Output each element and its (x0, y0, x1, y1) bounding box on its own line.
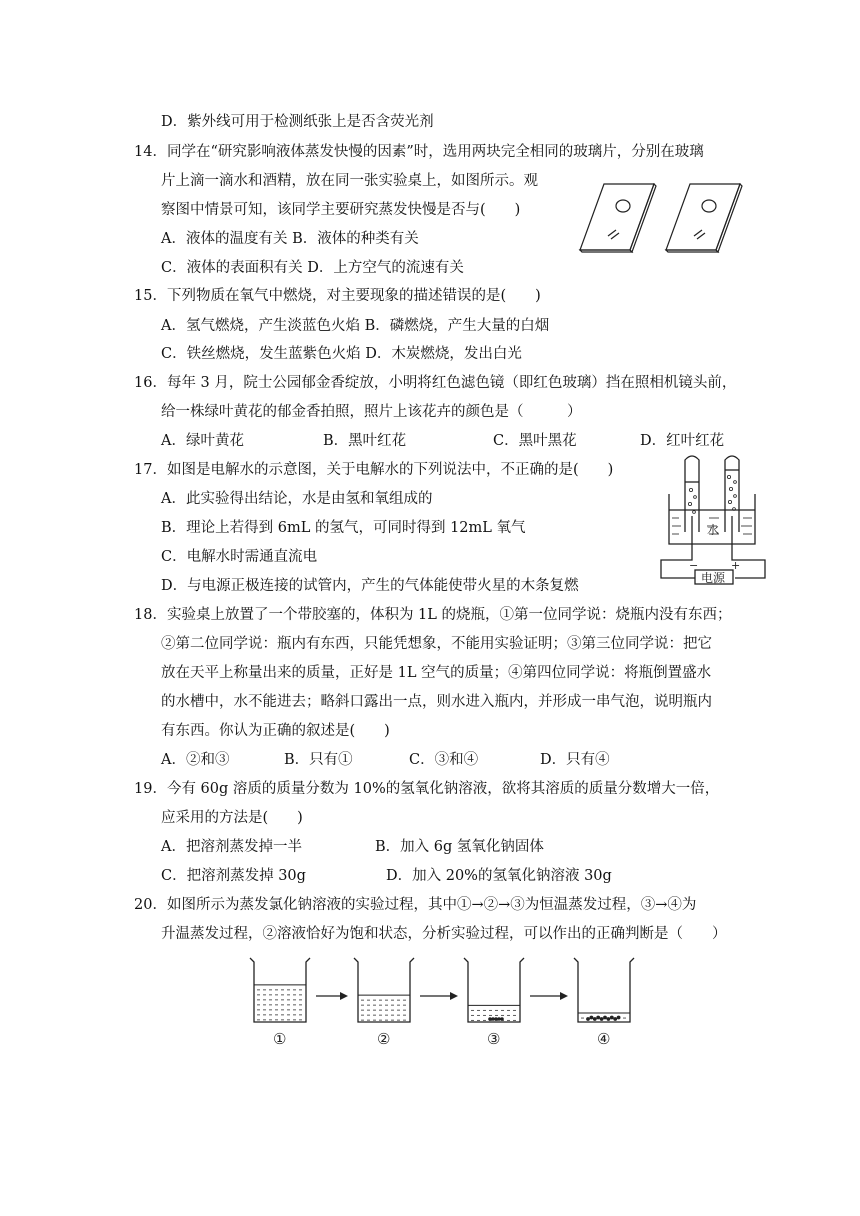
process-arrow-2 (420, 992, 458, 1000)
q18-stem-line4: 的水槽中，水不能进去；略斜口露出一点，则水进入瓶内，并形成一串气泡，说明瓶内 (161, 694, 712, 710)
electrolysis-figure (655, 452, 770, 584)
beaker-3 (464, 958, 524, 1048)
q19-stem-line1: 19．今有 60g 溶质的质量分数为 10%的氢氧化钠溶液，欲将其溶质的质量分数增大一倍， (134, 781, 720, 797)
q20-stem-line1: 20．如图所示为蒸发氯化钠溶液的实验过程，其中①→②→③为恒温蒸发过程，③→④为 (134, 897, 697, 913)
q15-stem: 15．下列物质在氧气中燃烧，对主要现象的描述错误的是( ) (134, 288, 541, 304)
process-arrow-3 (530, 992, 568, 1000)
q19-option-c: C．把溶剂蒸发掉 30g (161, 868, 306, 884)
q18-option-d: D．只有④ (540, 752, 610, 768)
q15-options-ab: A．氢气燃烧，产生淡蓝色火焰 B．磷燃烧，产生大量的白烟 (161, 318, 550, 334)
q19-stem-line2: 应采用的方法是( ) (161, 810, 303, 826)
water-label: 水 (707, 523, 720, 537)
q16-option-b: B．黑叶红花 (323, 433, 407, 449)
q16-stem-line1: 16．每年 3 月，院士公园郁金香绽放，小明将红色滤色镜（即红色玻璃）挡在照相机镜头前， (134, 375, 737, 391)
q14-stem-line3: 察图中情景可知，该同学主要研究蒸发快慢是否与( ) (161, 202, 521, 218)
q17-option-b: B．理论上若得到 6mL 的氢气，可同时得到 12mL 氧气 (161, 520, 526, 536)
q17-option-c: C．电解水时需通直流电 (161, 549, 318, 565)
beaker-label-2: ② (377, 1030, 391, 1048)
q14-options-cd: C．液体的表面积有关 D．上方空气的流速有关 (161, 260, 464, 276)
glass-slides-figure (578, 180, 746, 256)
q20-stem-line2: 升温蒸发过程，②溶液恰好为饱和状态，分析实验过程，可以作出的正确判断是（ ） (161, 926, 727, 942)
power-source-label: 电源 (701, 571, 726, 585)
beaker-label-4: ④ (597, 1030, 611, 1048)
process-arrow-1 (316, 992, 348, 1000)
q17-option-d: D．与电源正极连接的试管内，产生的气体能使带火星的木条复燃 (161, 578, 579, 594)
q16-option-a: A．绿叶黄花 (161, 433, 244, 449)
beaker-2 (354, 958, 414, 1048)
q14-stem-line2: 片上滴一滴水和酒精，放在同一张实验桌上，如图所示。观 (161, 173, 538, 189)
q14-stem-line1: 14．同学在“研究影响液体蒸发快慢的因素”时，选用两块完全相同的玻璃片，分别在玻璃 (134, 144, 704, 160)
q18-stem-line5: 有东西。你认为正确的叙述是( ) (161, 723, 390, 739)
q19-option-a: A．把溶剂蒸发掉一半 (161, 839, 302, 855)
q19-option-b: B．加入 6g 氢氧化钠固体 (375, 839, 544, 855)
plus-sign: + (731, 559, 741, 572)
q18-option-c: C．③和④ (409, 752, 479, 768)
q14-options-ab: A．液体的温度有关 B．液体的种类有关 (161, 231, 419, 247)
beaker-4 (574, 958, 634, 1048)
q17-option-a: A．此实验得出结论，水是由氢和氧组成的 (161, 491, 433, 507)
q13-option-d: D．紫外线可用于检测纸张上是否含荧光剂 (161, 114, 434, 130)
q18-option-b: B．只有① (284, 752, 353, 768)
q17-stem: 17．如图是电解水的示意图，关于电解水的下列说法中，不正确的是( ) (134, 462, 614, 478)
q16-option-c: C．黑叶黑花 (493, 433, 577, 449)
beaker-1 (250, 958, 310, 1048)
q18-stem-line2: ②第二位同学说：瓶内有东西，只能凭想象，不能用实验证明；③第三位同学说：把它 (161, 636, 712, 652)
q15-options-cd: C．铁丝燃烧，发生蓝紫色火焰 D．木炭燃烧，发出白光 (161, 346, 522, 362)
q16-option-d: D．红叶红花 (640, 433, 725, 449)
minus-sign: − (689, 559, 699, 572)
q18-stem-line3: 放在天平上称量出来的质量，正好是 1L 空气的质量；④第四位同学说：将瓶倒置盛水 (161, 665, 712, 681)
q18-stem-line1: 18．实验桌上放置了一个带胶塞的，体积为 1L 的烧瓶，①第一位同学说：烧瓶内没有东西； (134, 607, 732, 623)
q19-option-d: D．加入 20%的氢氧化钠溶液 30g (386, 868, 612, 884)
evaporation-beakers-figure (240, 952, 640, 1052)
beaker-label-3: ③ (487, 1030, 501, 1048)
q18-option-a: A．②和③ (161, 752, 230, 768)
beaker-label-1: ① (273, 1030, 287, 1048)
q16-stem-line2: 给一株绿叶黄花的郁金香拍照，照片上该花卉的颜色是（ ） (161, 404, 582, 420)
